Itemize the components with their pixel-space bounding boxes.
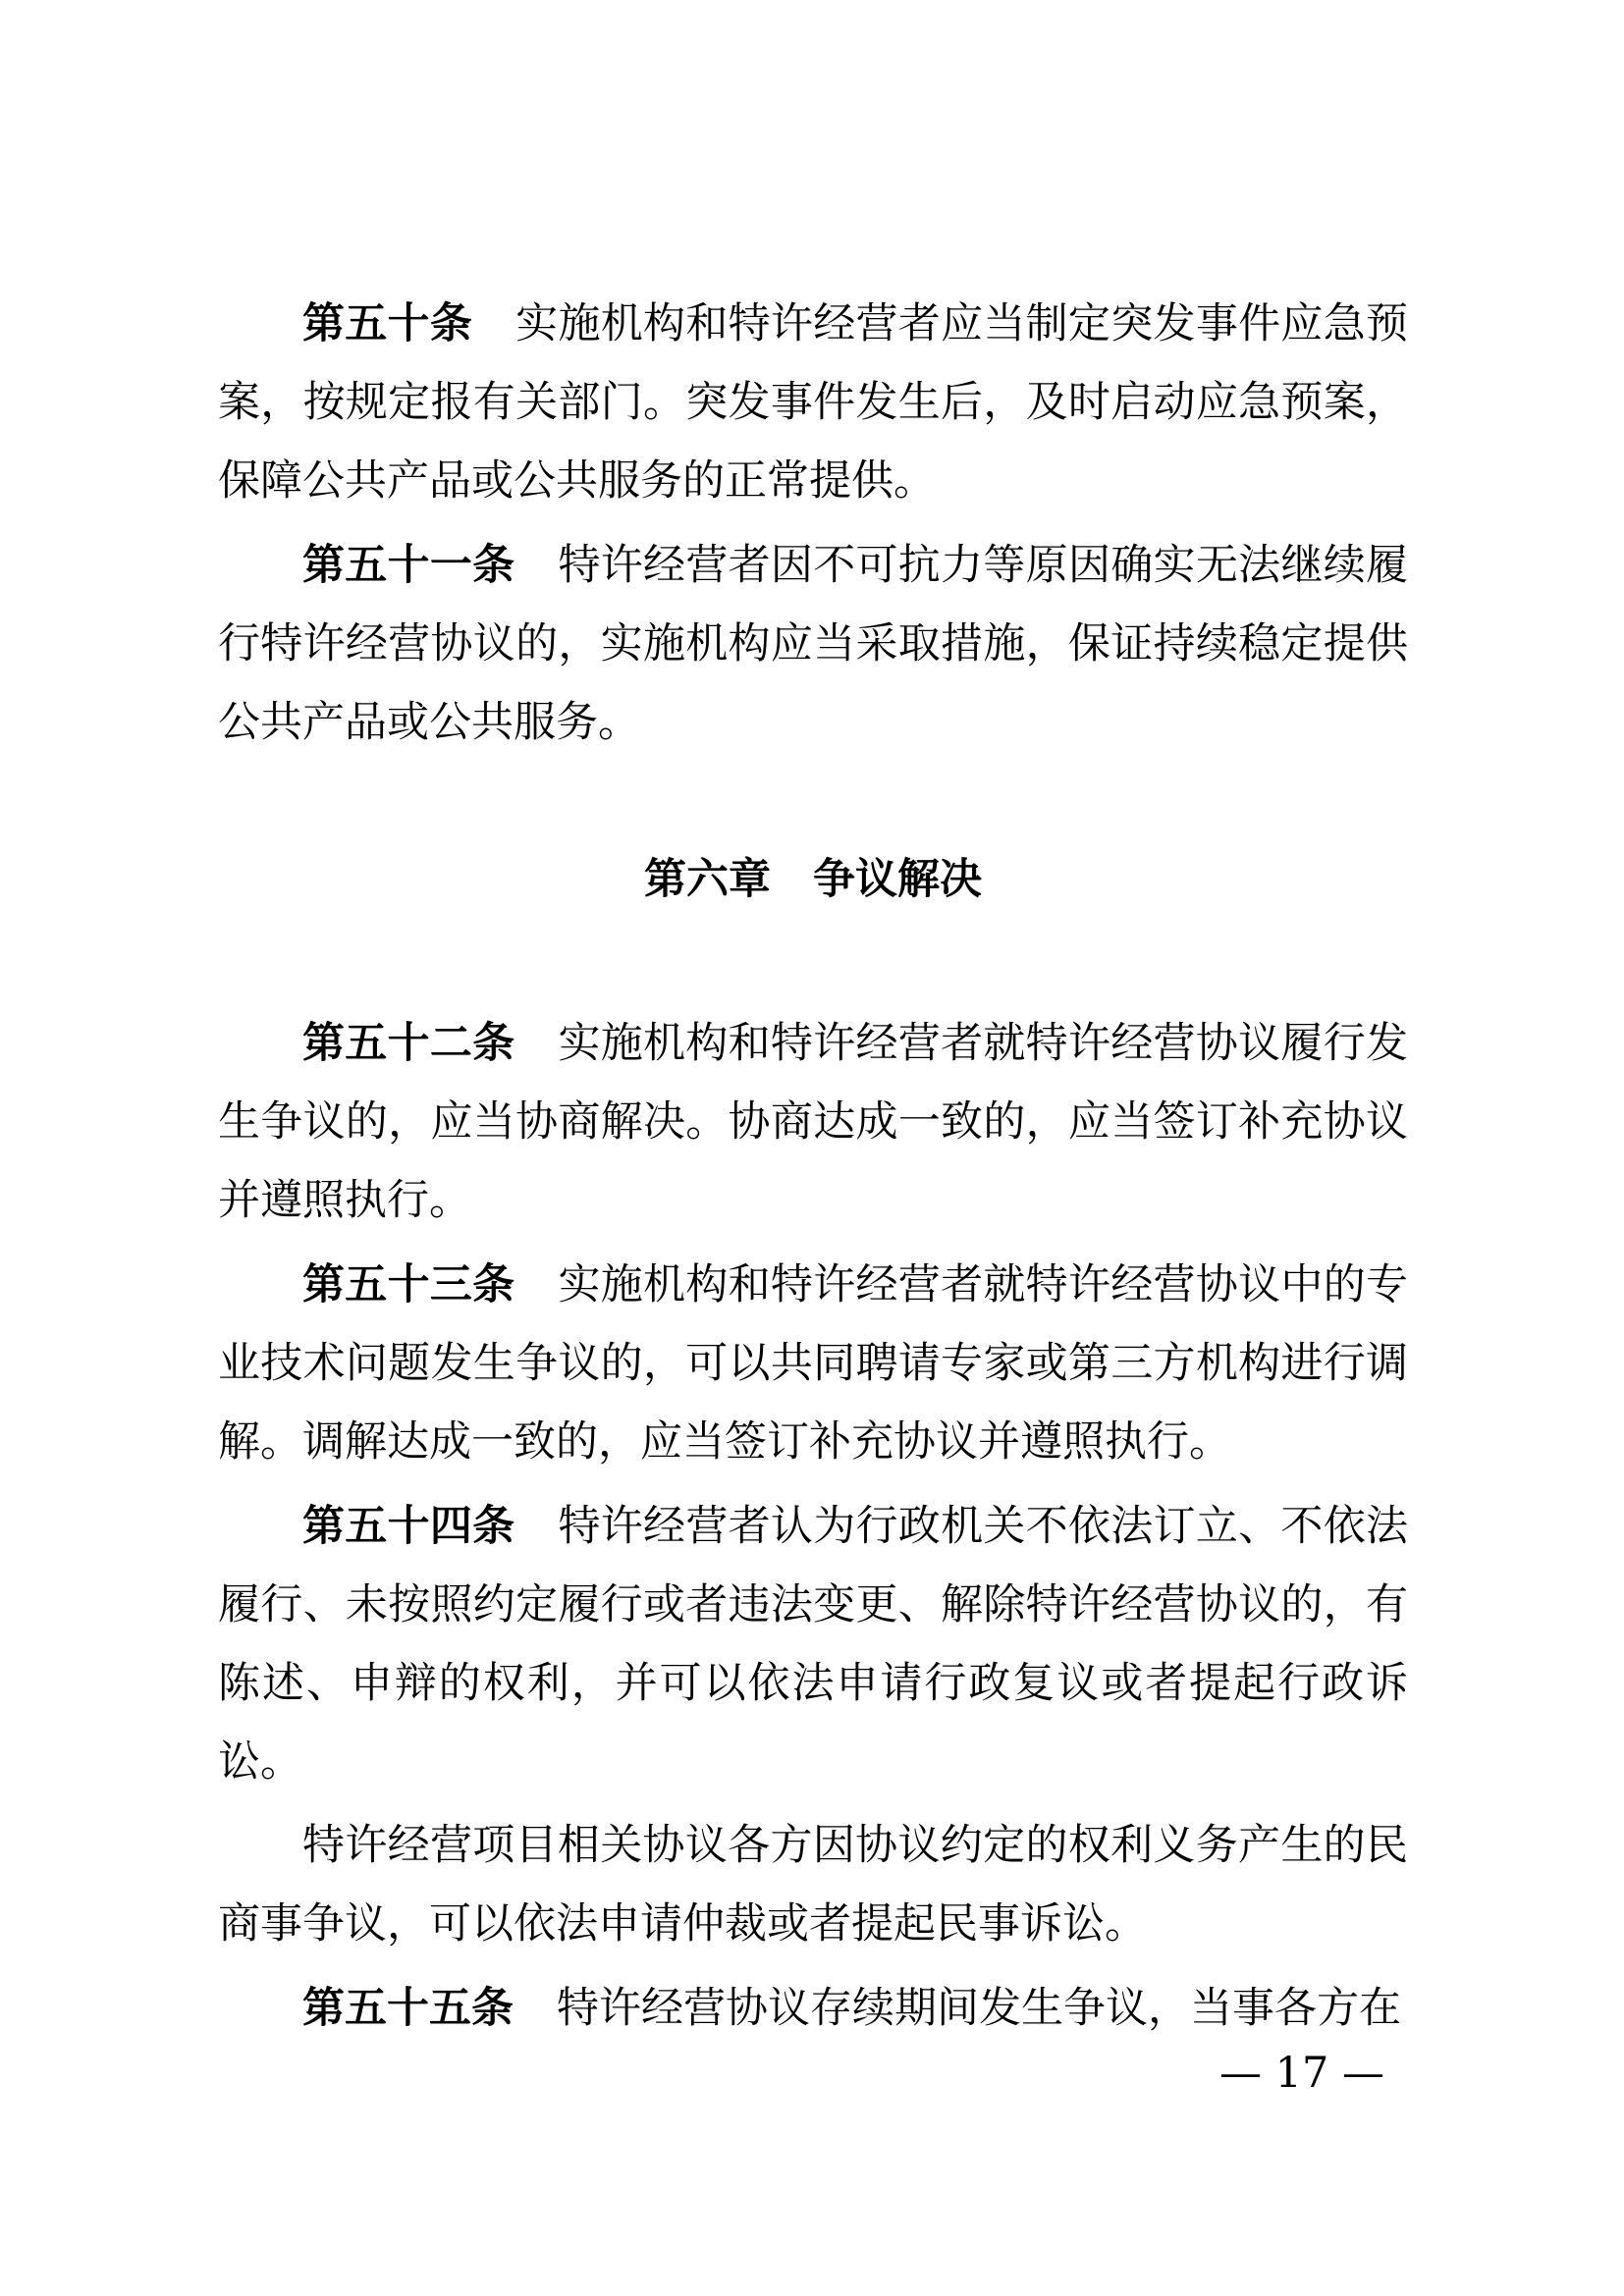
article-text-55: 特许经营协议存续期间发生争议，当事各方在 [557,1986,1401,2032]
article-text-53: 实施机构和特许经营者就特许经营协议中的专业技术问题发生争议的，可以共同聘请专家或第三方机构进行调解。调解达成一致的，应当签订补充协议并遵照执行。 [218,1262,1409,1466]
continuation-paragraph [218,1807,1408,1964]
article-paragraph-55 [218,1969,1408,2049]
article-paragraph-51 [218,526,1408,763]
article-number-50: 第五十条 [302,300,473,347]
article-text-50: 实施机构和特许经营者应当制定突发事件应急预案，按规定报有关部门。突发事件发生后，及时启动应急预案，保障公共产品或公共服务的正常提供。 [218,301,1409,505]
article-number-52: 第五十二条 [302,1020,515,1067]
article-paragraph-53 [218,1246,1408,1482]
article-text-51: 特许经营者因不可抗力等原因确实无法继续履行特许经营协议的，实施机构应当采取措施，保证持续稳定提供公共产品或公共服务。 [218,543,1409,746]
article-paragraph-50 [218,285,1408,521]
continuation-text: 特许经营项目相关协议各方因协议约定的权利义务产生的民商事争议，可以依法申请仲裁或者提起民事诉讼。 [218,1823,1408,1948]
article-number-55: 第五十五条 [302,1985,514,2032]
article-paragraph-54 [218,1487,1408,1802]
page-number: — 17 — [1218,2049,1384,2098]
article-number-51: 第五十一条 [302,542,515,589]
article-text-54: 特许经营者认为行政机关不依法订立、不依法履行、未按照约定履行或者违法变更、解除特许经营协议的，有陈述、申辩的权利，并可以依法申请行政复议或者提起行政诉讼。 [218,1504,1409,1786]
article-text-52: 实施机构和特许经营者就特许经营协议履行发生争议的，应当协商解决。协商达成一致的，应当签订补充协议并遵照执行。 [218,1021,1409,1224]
document-content [218,285,1408,2049]
article-paragraph-52 [218,1004,1408,1241]
chapter-heading: 第六章 争议解决 [644,856,982,903]
article-number-54: 第五十四条 [302,1503,515,1550]
article-number-53: 第五十三条 [302,1261,515,1308]
